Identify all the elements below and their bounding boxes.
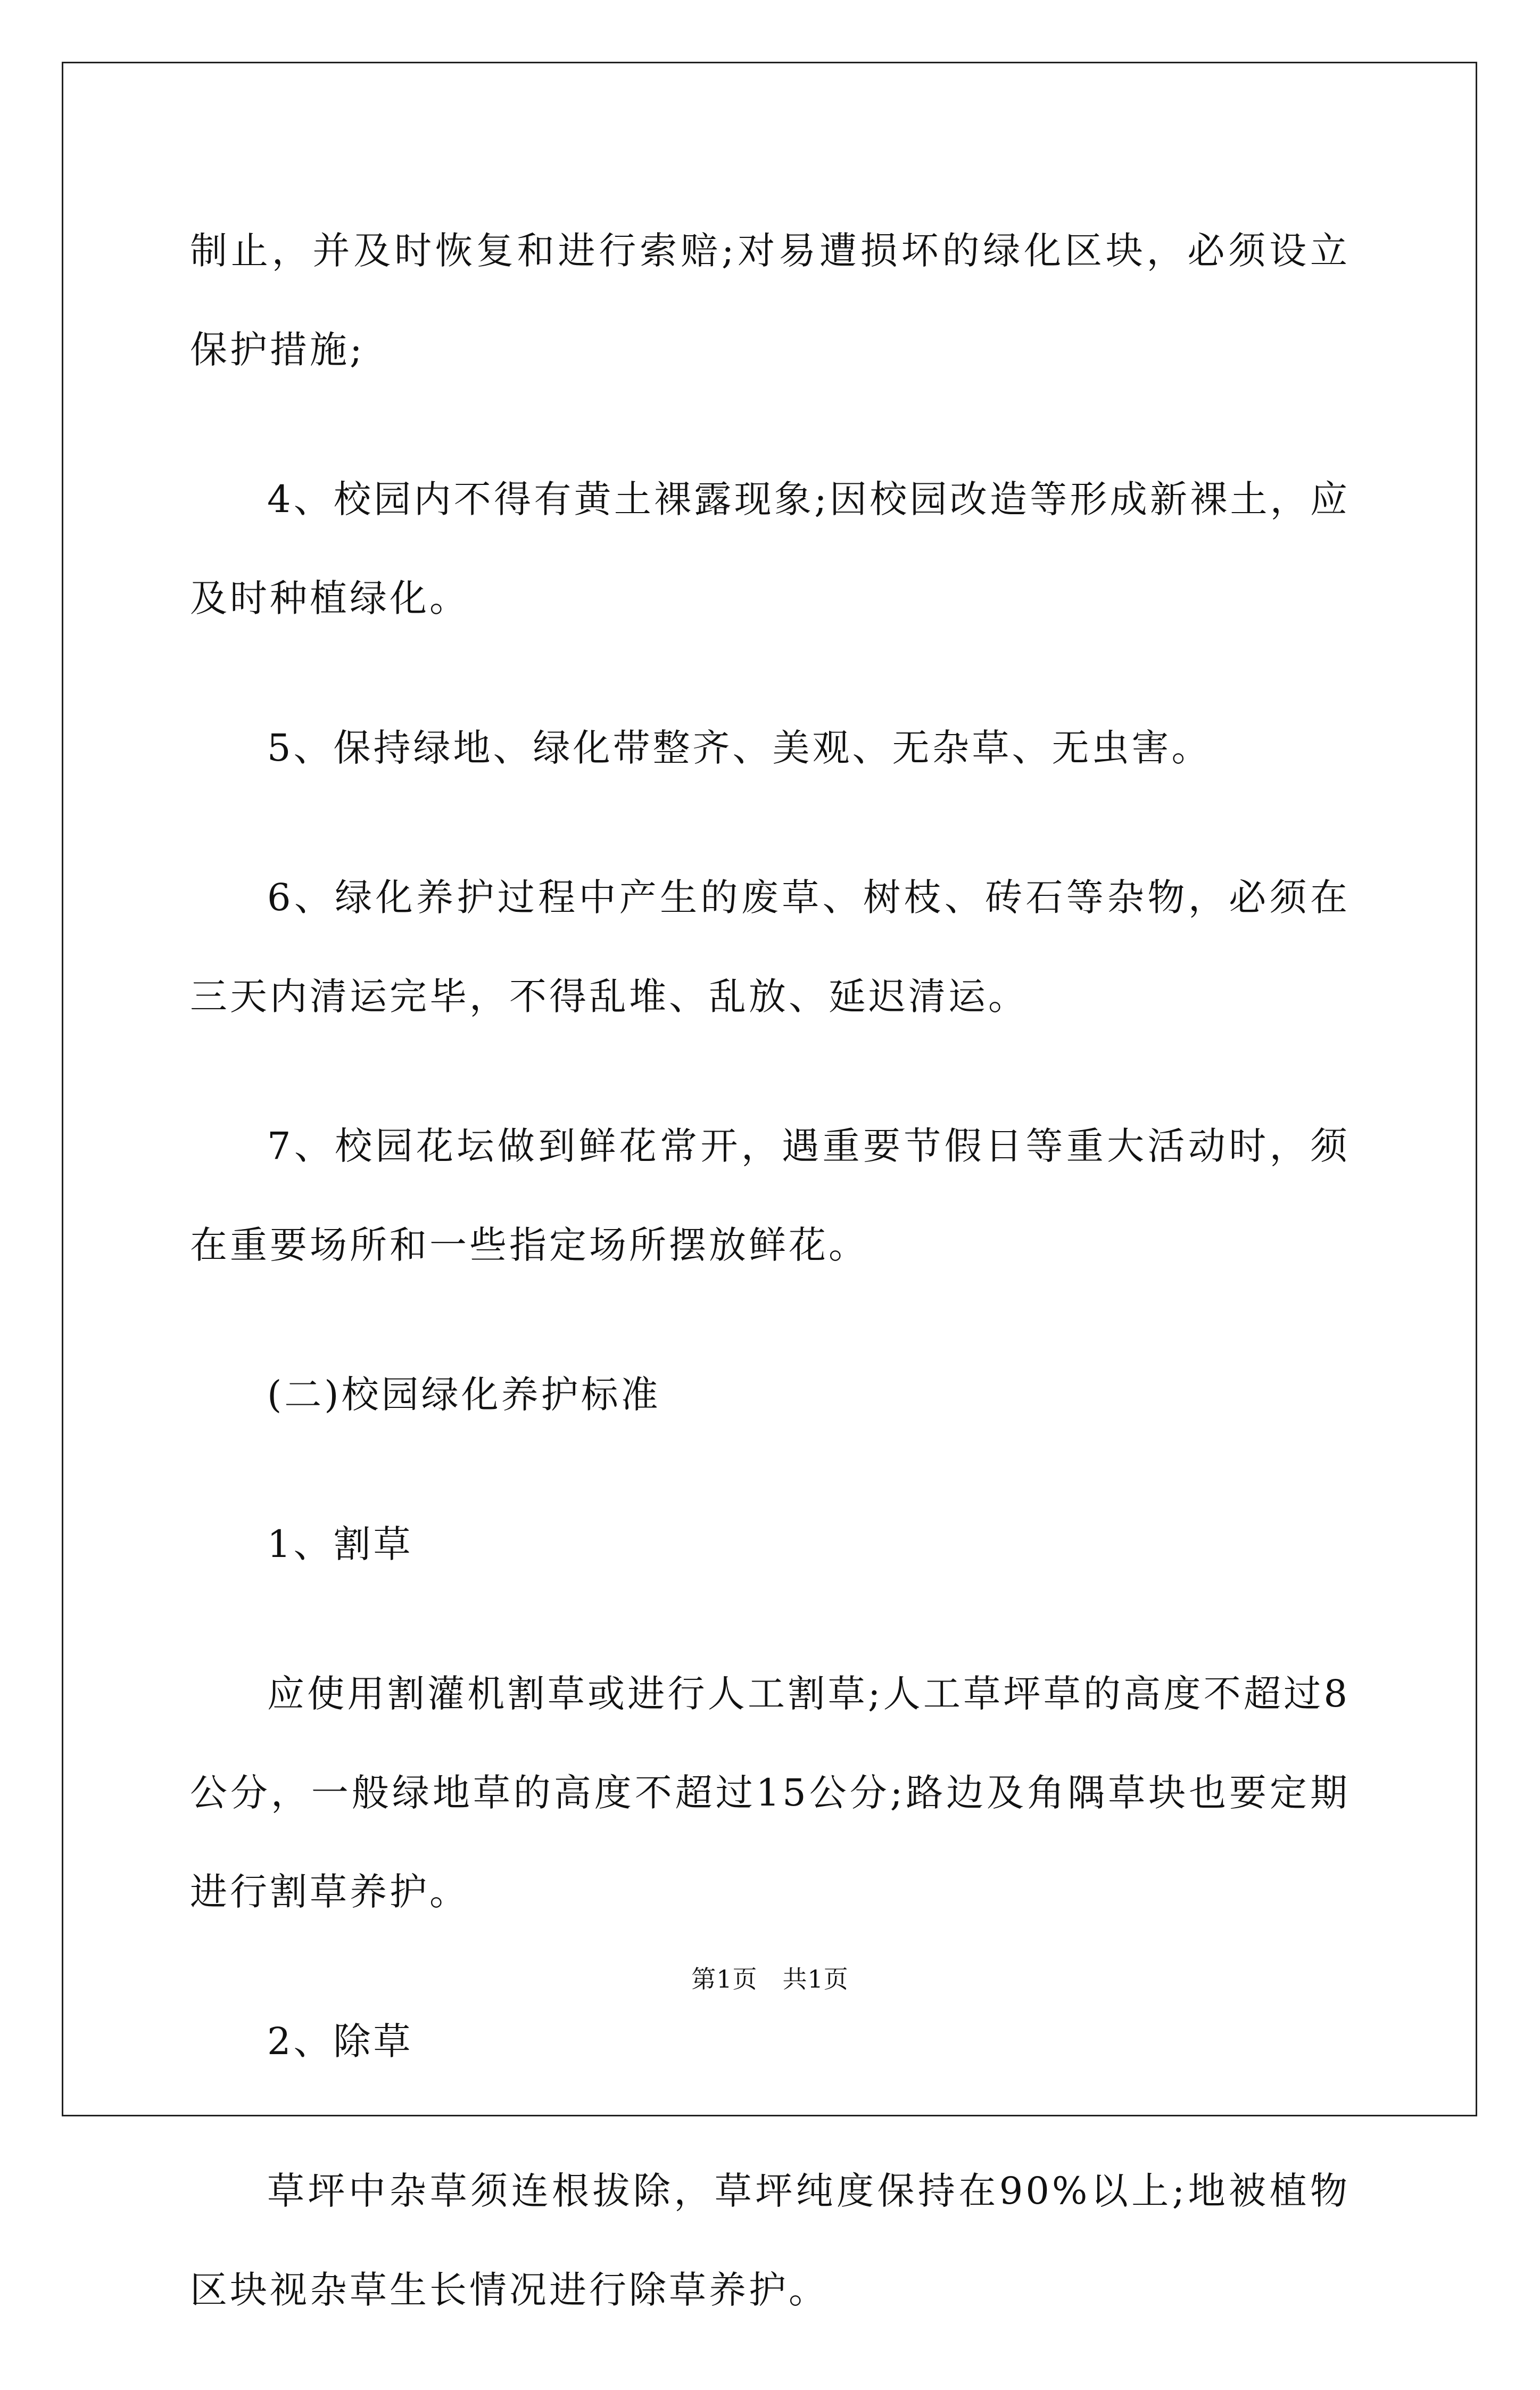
page-total: 共1页	[782, 1965, 849, 1993]
subheading-weeding: 2、除草	[267, 2020, 413, 2063]
paragraph-2: 4、校园内不得有黄土裸露现象;因校园改造等形成新裸土，应及时种植绿化。	[190, 477, 1350, 620]
paragraph-weeding: 草坪中杂草须连根拔除，草坪纯度保持在90%以上;地被植物区块视杂草生长情况进行除草养护。	[190, 2169, 1350, 2312]
paragraph-mowing: 应使用割灌机割草或进行人工割草;人工草坪草的高度不超过8公分，一般绿地草的高度不超过15公分;路边及角隅草块也要定期进行割草养护。	[190, 1672, 1350, 1914]
document-body	[190, 201, 1350, 2390]
page-footer	[0, 1963, 1540, 1995]
paragraph-4: 6、绿化养护过程中产生的废草、树枝、砖石等杂物，必须在三天内清运完毕，不得乱堆、乱放、延迟清运。	[190, 876, 1350, 1018]
page-number: 第1页	[691, 1965, 758, 1993]
paragraph-1: 制止，并及时恢复和进行索赔;对易遭损坏的绿化区块，必须设立保护措施;	[190, 229, 1350, 372]
paragraph-3: 5、保持绿地、绿化带整齐、美观、无杂草、无虫害。	[267, 726, 1212, 770]
paragraph-5: 7、校园花坛做到鲜花常开，遇重要节假日等重大活动时，须在重要场所和一些指定场所摆放鲜花。	[190, 1124, 1350, 1267]
section-heading: (二)校园绿化养护标准	[267, 1373, 661, 1416]
subheading-mowing: 1、割草	[267, 1522, 413, 1566]
